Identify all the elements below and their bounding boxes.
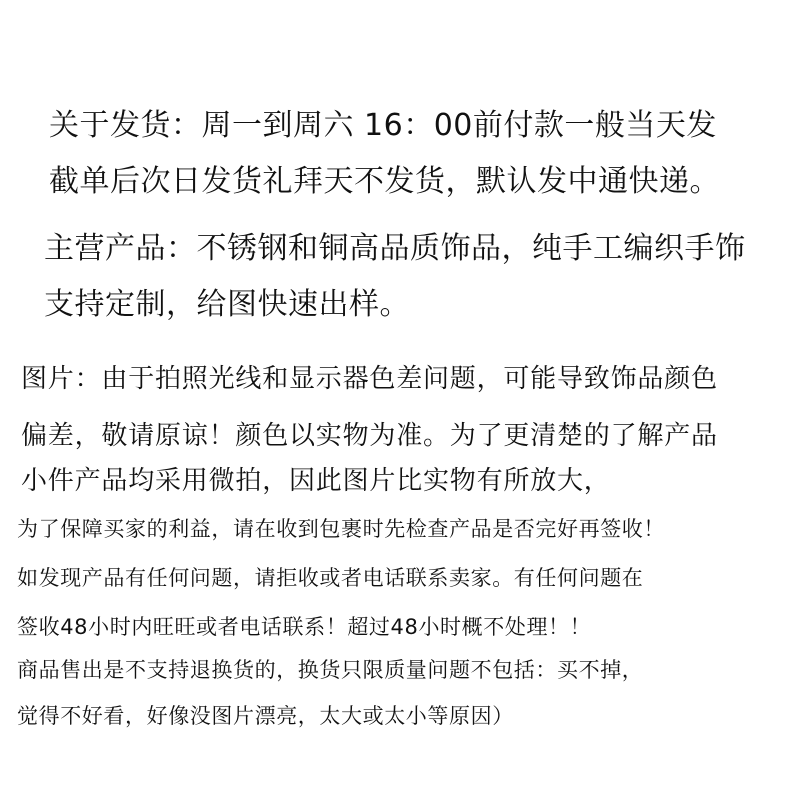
policy-line-1: 为了保障买家的利益，请在收到包裹时先检查产品是否完好再签收！ [17, 517, 665, 541]
pictures-line-2: 偏差，敬请原谅！颜色以实物为准。为了更清楚的了解产品 [21, 421, 718, 451]
policy-line-3: 签收48小时内旺旺或者电话联系！超过48小时概不处理！！ [17, 615, 592, 639]
policy-line-4: 商品售出是不支持退换货的，换货只限质量问题不包括：买不掉， [17, 658, 644, 682]
products-line-1: 主营产品：不锈钢和铜高品质饰品，纯手工编织手饰 [44, 231, 746, 266]
shipping-line-1: 关于发货：周一到周六 16：00前付款一般当天发 [49, 108, 717, 143]
shipping-line-2: 截单后次日发货礼拜天不发货，默认发中通快递。 [49, 164, 720, 199]
products-line-2: 支持定制，给图快速出样。 [44, 287, 410, 322]
policy-line-5: 觉得不好看，好像没图片漂亮，太大或太小等原因） [17, 704, 514, 728]
policy-line-2: 如发现产品有任何问题，请拒收或者电话联系卖家。有任何问题在 [17, 566, 644, 590]
pictures-line-3: 小件产品均采用微拍，因此图片比实物有所放大， [21, 466, 611, 496]
pictures-line-1: 图片：由于拍照光线和显示器色差问题，可能导致饰品颜色 [21, 364, 718, 394]
